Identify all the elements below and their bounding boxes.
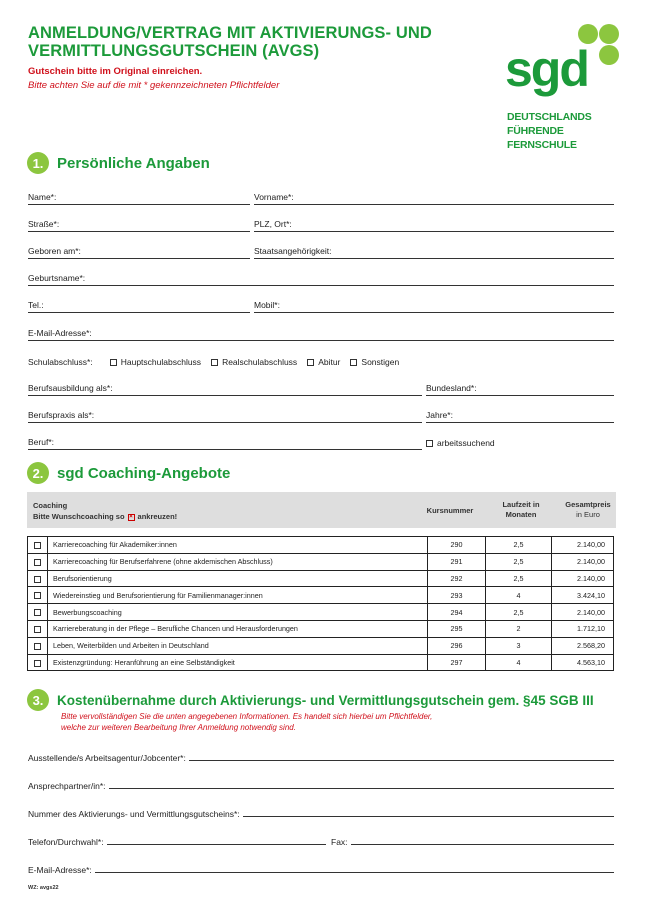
logo-tagline-1: DEUTSCHLANDS [507, 111, 592, 123]
coaching-row[interactable] [28, 537, 614, 554]
tel-field[interactable] [28, 299, 250, 313]
telefon-label: Telefon/Durchwahl*: [28, 837, 104, 847]
email-field[interactable] [28, 327, 614, 341]
coaching-name: Berufsorientierung [48, 570, 428, 587]
coaching-preis: 4.563,10 [552, 654, 614, 671]
header-coaching: Coaching [33, 501, 68, 510]
coaching-preis: 2.140,00 [552, 537, 614, 554]
coaching-name: Bewerbungscoaching [48, 604, 428, 621]
coaching-laufzeit: 4 [486, 587, 552, 604]
coaching-name: Karriereberatung in der Pflege – Berufliche Chancen und Herausforderungen [48, 620, 428, 637]
coaching-kursnummer: 290 [428, 537, 486, 554]
geburtsname-field[interactable] [28, 272, 614, 286]
strasse-label: Straße*: [28, 219, 60, 229]
coaching-row[interactable] [28, 587, 614, 604]
realschul-option[interactable] [211, 356, 297, 368]
coaching-select-cell[interactable] [28, 587, 48, 604]
coaching-kursnummer: 294 [428, 604, 486, 621]
staatsangehoerigkeit-label: Staatsangehörigkeit: [254, 246, 332, 256]
coaching-kursnummer: 295 [428, 620, 486, 637]
coaching-preis: 2.140,00 [552, 553, 614, 570]
row-email [28, 327, 614, 341]
section-3-heading [27, 689, 594, 711]
row-phone [28, 299, 614, 313]
section-3-note-2: welche zur weiteren Bearbeitung Ihrer Anmeldung notwendig sind. [61, 723, 296, 732]
coaching-checkbox[interactable] [34, 660, 41, 667]
coaching-preis: 2.140,00 [552, 604, 614, 621]
sgd-wordmark: sgd [505, 41, 588, 97]
coaching-select-cell[interactable] [28, 570, 48, 587]
coaching-kursnummer: 293 [428, 587, 486, 604]
geburtsname-label: Geburtsname*: [28, 273, 86, 283]
schulabschluss-group [28, 355, 399, 369]
coaching-row[interactable] [28, 570, 614, 587]
ansprechpartner-line[interactable] [109, 788, 615, 789]
vorname-field[interactable] [254, 191, 614, 205]
gutscheinnummer-label: Nummer des Aktivierungs- und Vermittlungsgutscheins*: [28, 809, 240, 819]
section-2-number: 2. [27, 462, 49, 484]
note-required-fields: Bitte achten Sie auf die mit * gekennzeichneten Pflichtfelder [28, 80, 280, 91]
coaching-kursnummer: 297 [428, 654, 486, 671]
coaching-select-cell[interactable] [28, 604, 48, 621]
strasse-field[interactable] [28, 218, 250, 232]
jahre-field[interactable] [426, 409, 614, 423]
header-laufzeit-1: Laufzeit in [502, 500, 540, 509]
coaching-laufzeit: 2,5 [486, 604, 552, 621]
fax-field[interactable] [331, 833, 614, 847]
email-3-line[interactable] [95, 872, 614, 873]
schulabschluss-label: Schulabschluss*: [28, 357, 93, 367]
note-original: Gutschein bitte im Original einreichen. [28, 66, 203, 77]
row-ausbildung [28, 382, 614, 396]
coaching-name: Karrierecoaching für Akademiker:innen [48, 537, 428, 554]
header-preis-1: Gesamtpreis [565, 500, 611, 509]
coaching-preis: 2.140,00 [552, 570, 614, 587]
coaching-preis: 2.568,20 [552, 637, 614, 654]
section-3-note-1: Bitte vervollständigen Sie die unten angegebenen Informationen. Es handelt sich hierbei um Pflichtfelder, [61, 712, 433, 721]
coaching-preis: 1.712,10 [552, 620, 614, 637]
plz-ort-field[interactable] [254, 218, 614, 232]
coaching-select-cell[interactable] [28, 637, 48, 654]
coaching-name: Wiedereinstieg und Berufsorientierung für Familienmanager:innen [48, 587, 428, 604]
coaching-laufzeit: 2,5 [486, 570, 552, 587]
berufspraxis-label: Berufspraxis als*: [28, 410, 95, 420]
example-cross-icon: × [129, 513, 133, 520]
logo-tagline-2: FÜHRENDE FERNSCHULE [507, 125, 577, 151]
section-2-heading [27, 462, 230, 484]
row-birth [28, 245, 614, 259]
section-3-note [61, 711, 432, 733]
abitur-label: Abitur [318, 357, 341, 367]
bundesland-label: Bundesland*: [426, 383, 477, 393]
header-laufzeit [491, 500, 551, 520]
section-1-number: 1. [27, 152, 49, 174]
berufsausbildung-field[interactable] [28, 382, 422, 396]
sonstigen-checkbox[interactable] [350, 359, 357, 366]
coaching-table [27, 536, 614, 671]
coaching-kursnummer: 296 [428, 637, 486, 654]
sgd-logo [505, 22, 623, 151]
email-3-label: E-Mail-Adresse*: [28, 865, 92, 875]
coaching-checkbox[interactable] [34, 643, 41, 650]
row-name [28, 191, 614, 205]
sonstigen-option[interactable] [350, 356, 399, 368]
staatsangehoerigkeit-field[interactable] [254, 245, 614, 259]
coaching-select-cell[interactable] [28, 654, 48, 671]
header-hint [33, 512, 177, 521]
coaching-row[interactable] [28, 637, 614, 654]
coaching-row[interactable] [28, 553, 614, 570]
header-hint-text-a: Bitte Wunschcoaching so [33, 512, 125, 521]
section-3-title: Kostenübernahme durch Aktivierungs- und Vermittlungsgutschein gem. §45 SGB III [57, 692, 594, 708]
header-hint-text-b: ankreuzen! [137, 512, 178, 521]
beruf-field[interactable] [28, 436, 422, 450]
email-label: E-Mail-Adresse*: [28, 328, 92, 338]
coaching-table-header [27, 492, 616, 528]
row-schulabschluss [28, 355, 614, 369]
berufspraxis-field[interactable] [28, 409, 422, 423]
jahre-label: Jahre*: [426, 410, 453, 420]
coaching-name: Karrierecoaching für Berufserfahrene (ohne akdemischen Abschluss) [48, 553, 428, 570]
mobil-label: Mobil*: [254, 300, 280, 310]
agentur-label: Ausstellende/s Arbeitsagentur/Jobcenter*: [28, 753, 186, 763]
fax-line[interactable] [351, 844, 614, 845]
agentur-line[interactable] [189, 760, 614, 761]
row-address [28, 218, 614, 232]
geboren-label: Geboren am*: [28, 246, 81, 256]
vorname-label: Vorname*: [254, 192, 294, 202]
tel-label: Tel.: [28, 300, 44, 310]
coaching-row[interactable] [28, 654, 614, 671]
agentur-field[interactable] [28, 749, 614, 763]
sgd-logo-mark [505, 22, 623, 112]
ansprechpartner-field[interactable] [28, 777, 614, 791]
header-laufzeit-2: Monaten [505, 510, 537, 519]
coaching-checkbox[interactable] [34, 609, 41, 616]
coaching-row[interactable] [28, 620, 614, 637]
coaching-laufzeit: 2,5 [486, 537, 552, 554]
section-3-number: 3. [27, 689, 49, 711]
beruf-label: Beruf*: [28, 437, 54, 447]
hauptschul-checkbox[interactable] [110, 359, 117, 366]
coaching-row[interactable] [28, 604, 614, 621]
footer-code: WZ: avgs22 [28, 885, 59, 891]
abitur-checkbox[interactable] [307, 359, 314, 366]
row-beruf [28, 436, 614, 450]
coaching-select-cell[interactable] [28, 553, 48, 570]
header-kursnummer: Kursnummer [426, 506, 474, 515]
sonstigen-label: Sonstigen [361, 357, 400, 367]
section-1-heading [27, 152, 210, 174]
plz-ort-label: PLZ, Ort*: [254, 219, 292, 229]
coaching-table-body [28, 537, 614, 671]
name-label: Name*: [28, 192, 57, 202]
coaching-checkbox[interactable] [34, 559, 41, 566]
row-praxis [28, 409, 614, 423]
arbeitssuchend-label: arbeitssuchend [437, 438, 495, 448]
logo-tagline [507, 110, 623, 152]
hauptschul-label: Hauptschulabschluss [120, 357, 202, 367]
realschul-checkbox[interactable] [211, 359, 218, 366]
header-preis-2: in Euro [576, 510, 600, 519]
coaching-name: Existenzgründung: Heranführung an eine Selbständigkeit [48, 654, 428, 671]
coaching-kursnummer: 291 [428, 553, 486, 570]
coaching-select-cell[interactable] [28, 620, 48, 637]
realschul-label: Realschulabschluss [222, 357, 298, 367]
fax-label: Fax: [331, 837, 348, 847]
coaching-laufzeit: 3 [486, 637, 552, 654]
berufsausbildung-label: Berufsausbildung als*: [28, 383, 113, 393]
coaching-laufzeit: 4 [486, 654, 552, 671]
ansprechpartner-label: Ansprechpartner/in*: [28, 781, 106, 791]
abitur-option[interactable] [307, 356, 340, 368]
gutscheinnummer-field[interactable] [28, 805, 614, 819]
coaching-select-cell[interactable] [28, 537, 48, 554]
header-gesamtpreis [557, 500, 619, 520]
arbeitssuchend-checkbox[interactable] [426, 440, 433, 447]
coaching-checkbox[interactable] [34, 592, 41, 599]
coaching-kursnummer: 292 [428, 570, 486, 587]
page-title: ANMELDUNG/VERTRAG MIT AKTIVIERUNGS- UND VERMITTLUNGSGUTSCHEIN (AVGS) [28, 24, 432, 60]
section-2-title: sgd Coaching-Angebote [57, 464, 231, 482]
row-geburtsname [28, 272, 614, 286]
telefon-line[interactable] [107, 844, 326, 845]
mobil-field[interactable] [254, 299, 614, 313]
bundesland-field[interactable] [426, 382, 614, 396]
email-3-field[interactable] [28, 861, 614, 875]
geboren-field[interactable] [28, 245, 250, 259]
coaching-preis: 3.424,10 [552, 587, 614, 604]
gutscheinnummer-line[interactable] [243, 816, 614, 817]
coaching-checkbox[interactable] [34, 626, 41, 633]
coaching-checkbox[interactable] [34, 576, 41, 583]
telefon-field[interactable] [28, 833, 326, 847]
coaching-laufzeit: 2,5 [486, 553, 552, 570]
coaching-checkbox[interactable] [34, 542, 41, 549]
hauptschul-option[interactable] [110, 356, 201, 368]
section-1-title: Persönliche Angaben [57, 154, 210, 172]
coaching-laufzeit: 2 [486, 620, 552, 637]
coaching-name: Leben, Weiterbilden und Arbeiten in Deutschland [48, 637, 428, 654]
name-field[interactable] [28, 191, 250, 205]
arbeitssuchend-option[interactable] [426, 436, 495, 450]
